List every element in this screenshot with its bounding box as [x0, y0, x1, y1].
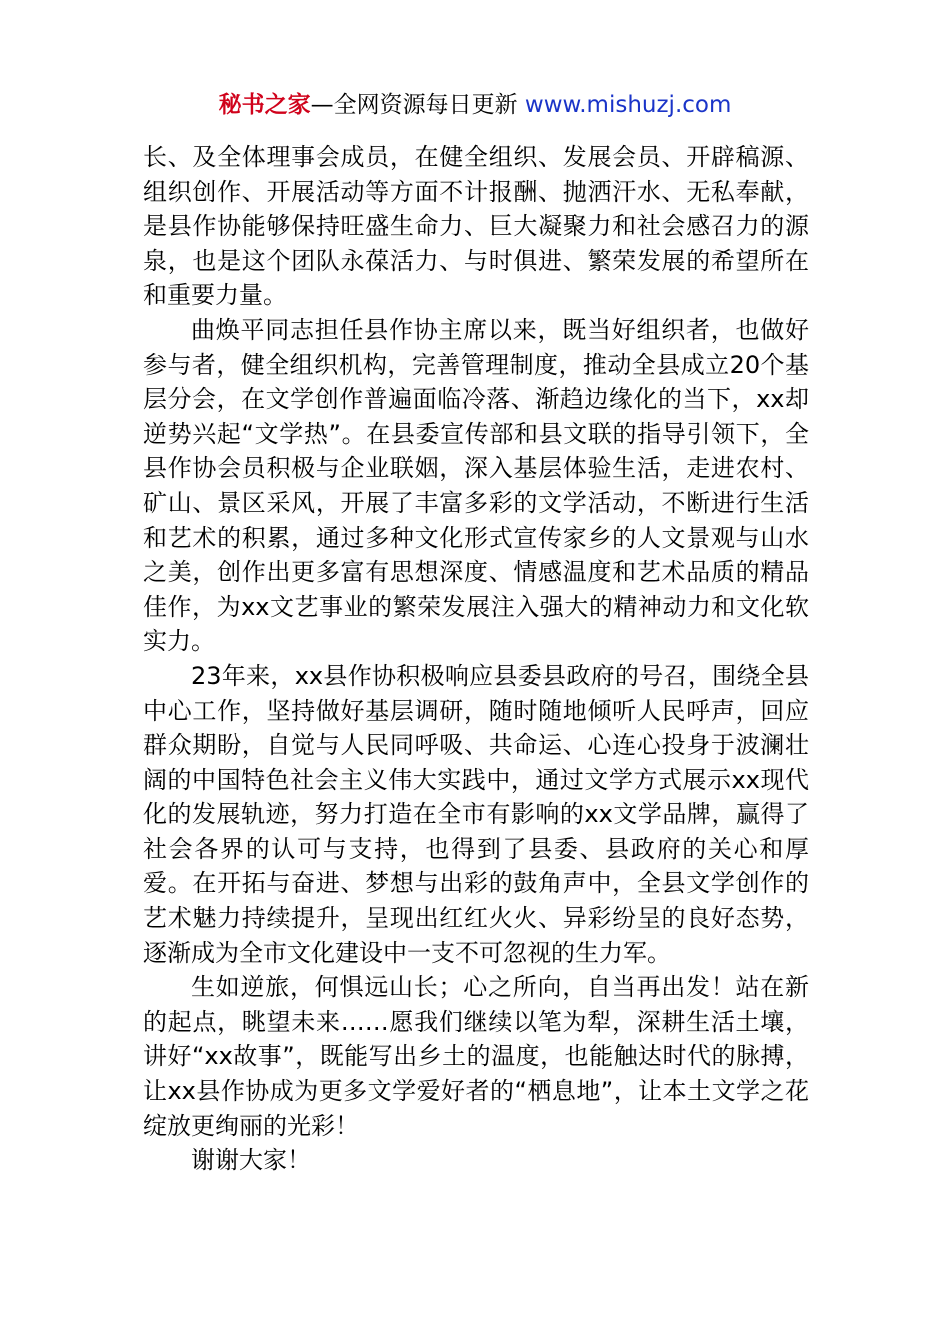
- page-header: [0, 88, 950, 122]
- paragraph: 曲焕平同志担任县作协主席以来，既当好组织者，也做好参与者，健全组织机构，完善管理制度，推动全县成立20个基层分会，在文学创作普遍面临冷落、渐趋边缘化的当下，xx却逆势兴起“文学热”。在县委宣传部和县文联的指导引领下，全县作协会员积极与企业联姻，深入基层体验生活，走进农村、矿山、景区采风，开展了丰富多彩的文学活动，不断进行生活和艺术的积累，通过多种文化形式宣传家乡的人文景观与山水之美，创作出更多富有思想深度、情感温度和艺术品质的精品佳作，为xx文艺事业的繁荣发展注入强大的精神动力和文化软实力。: [143, 315, 809, 656]
- paragraph: 生如逆旅，何惧远山长；心之所向，自当再出发！站在新的起点，眺望未来……愿我们继续以笔为犁，深耕生活土壤，讲好“xx故事”，既能写出乡土的温度，也能触达时代的脉搏，让xx县作协成为更多文学爱好者的“栖息地”，让本土文学之花绽放更绚丽的光彩！: [143, 973, 809, 1140]
- closing-line: 谢谢大家！: [191, 1146, 311, 1175]
- header-tagline: —全网资源每日更新: [310, 92, 525, 118]
- document-body: [143, 140, 809, 1178]
- paragraph: 23年来，xx县作协积极响应县委县政府的号召，围绕全县中心工作，坚持做好基层调研，随时随地倾听人民呼声，回应群众期盼，自觉与人民同呼吸、共命运、心连心投身于波澜壮阔的中国特色社会主义伟大实践中，通过文学方式展示xx现代化的发展轨迹，努力打造在全市有影响的xx文学品牌，赢得了社会各界的认可与支持，也得到了县委、县政府的关心和厚爱。在开拓与奋进、梦想与出彩的鼓角声中，全县文学创作的艺术魅力持续提升，呈现出红红火火、异彩纷呈的良好态势，逐渐成为全市文化建设中一支不可忽视的生力军。: [143, 661, 809, 967]
- paragraph-continued: 长、及全体理事会成员，在健全组织、发展会员、开辟稿源、组织创作、开展活动等方面不计报酬、抛洒汗水、无私奉献，是县作协能够保持旺盛生命力、巨大凝聚力和社会感召力的源泉，也是这个团队永葆活力、与时俱进、繁荣发展的希望所在和重要力量。: [143, 143, 809, 310]
- header-url[interactable]: www.mishuzj.com: [524, 92, 732, 118]
- header-brand: 秘书之家: [218, 92, 311, 118]
